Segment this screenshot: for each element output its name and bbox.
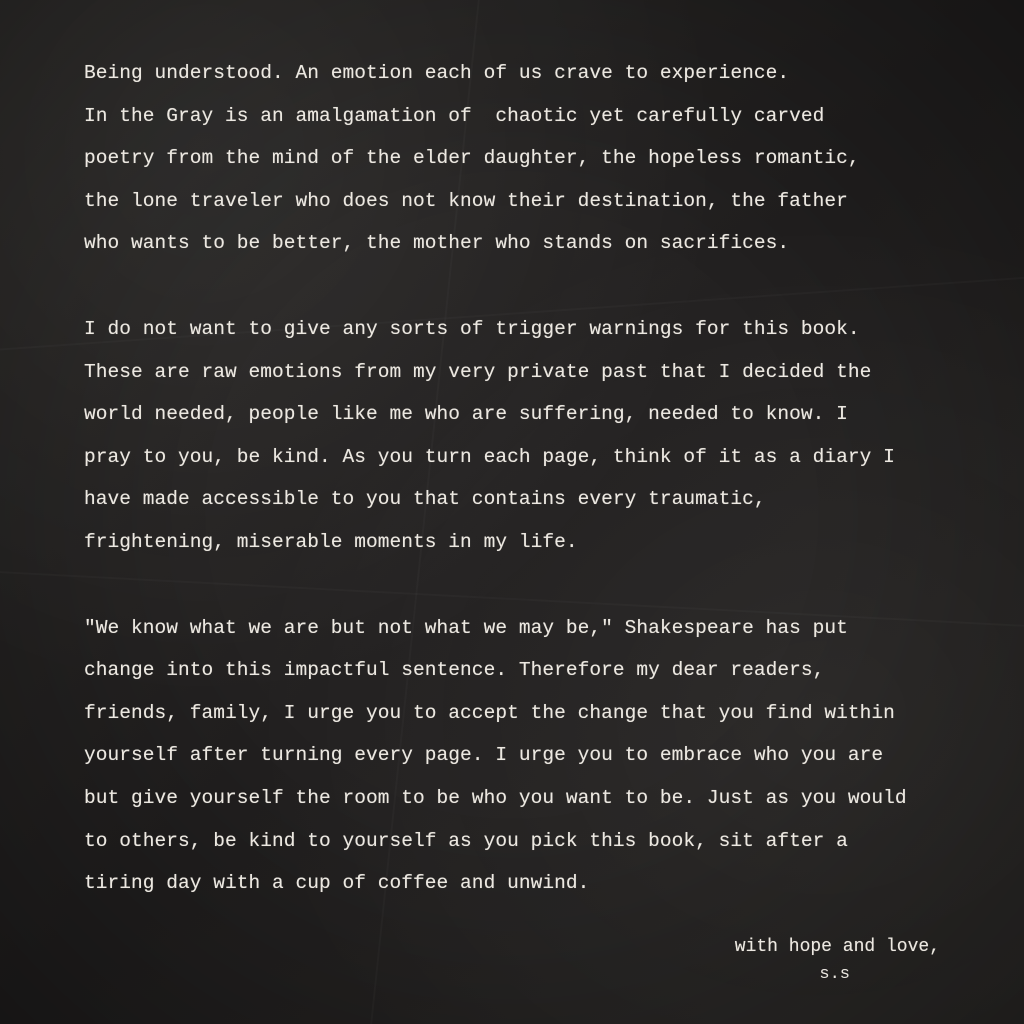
signoff-initials: s.s (819, 965, 850, 984)
signoff-closing: with hope and love, (734, 937, 940, 957)
signoff (680, 930, 940, 986)
text-line: poetry from the mind of the elder daughter, the hopeless romantic, (84, 147, 860, 170)
text-line: These are raw emotions from my very private past that I decided the (84, 360, 872, 383)
text-line: In the Gray is an amalgamation of chaotic yet carefully carved (84, 104, 825, 127)
paragraph-intro (84, 52, 964, 265)
text-line: who wants to be better, the mother who stands on sacrifices. (84, 232, 790, 255)
text-line: friends, family, I urge you to accept the change that you find within (84, 701, 895, 724)
text-line: change into this impactful sentence. Therefore my dear readers, (84, 659, 825, 682)
text-line: Being understood. An emotion each of us crave to experience. (84, 62, 790, 84)
text-line: tiring day with a cup of coffee and unwind. (84, 872, 590, 895)
text-line: frightening, miserable moments in my life. (84, 530, 578, 553)
paragraph-shakespeare (84, 607, 964, 905)
text-line: I do not want to give any sorts of trigger warnings for this book. (84, 317, 860, 340)
text-line: pray to you, be kind. As you turn each page, think of it as a diary I (84, 445, 895, 468)
text-line: to others, be kind to yourself as you pick this book, sit after a (84, 829, 848, 852)
text-line: but give yourself the room to be who you want to be. Just as you would (84, 786, 907, 809)
text-line: yourself after turning every page. I urge you to embrace who you are (84, 744, 884, 767)
text-line: have made accessible to you that contains every traumatic, (84, 488, 766, 511)
paragraph-trigger-warning (84, 308, 964, 564)
text-line: "We know what we are but not what we may be," Shakespeare has put (84, 616, 848, 639)
text-line: world needed, people like me who are suffering, needed to know. I (84, 403, 848, 426)
letter-body (84, 52, 964, 948)
text-line: the lone traveler who does not know their destination, the father (84, 189, 848, 212)
